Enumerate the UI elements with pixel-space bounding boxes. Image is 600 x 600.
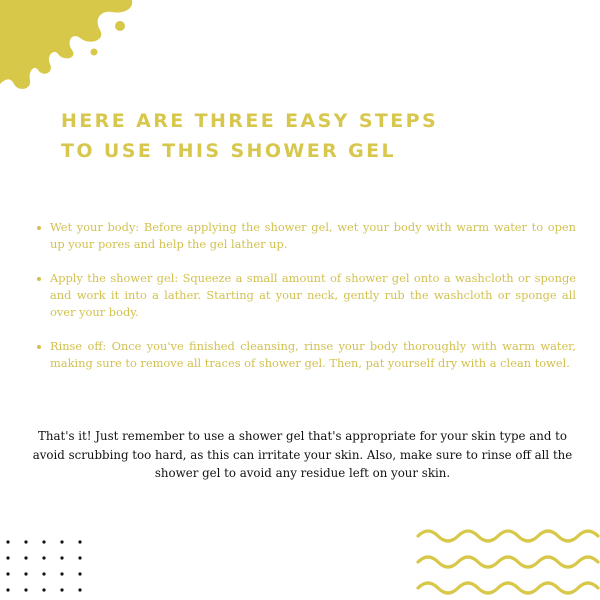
step-wet-body: Wet your body: Before applying the shower gel, wet your body with warm water to open up your pores and help the gel lather up. xyxy=(36,219,576,253)
step-rinse-off: Rinse off: Once you've finished cleansing, rinse your body thoroughly with warm water, making sure to remove all traces of shower gel. Then, pat yourself dry with a clean towel. xyxy=(36,338,576,372)
wavy-lines-decoration xyxy=(415,524,600,600)
title-line-1: HERE ARE THREE EASY STEPS xyxy=(61,110,439,132)
paint-splash-decoration xyxy=(0,0,140,100)
steps-list xyxy=(36,219,576,389)
page-title xyxy=(61,106,541,166)
closing-paragraph: That's it! Just remember to use a shower gel that's appropriate for your skin type and to avoid scrubbing too hard, as this can irritate your skin. Also, make sure to rinse off all the shower gel to avoid any residue left on your skin. xyxy=(32,429,573,480)
title-line-2: TO USE THIS SHOWER GEL xyxy=(61,140,397,162)
step-apply-gel: Apply the shower gel: Squeeze a small amount of shower gel onto a washcloth or sponge and work it into a lather. Starting at your neck, gently rub the washcloth or sponge all over your body. xyxy=(36,270,576,321)
dot-grid-decoration xyxy=(4,538,84,600)
